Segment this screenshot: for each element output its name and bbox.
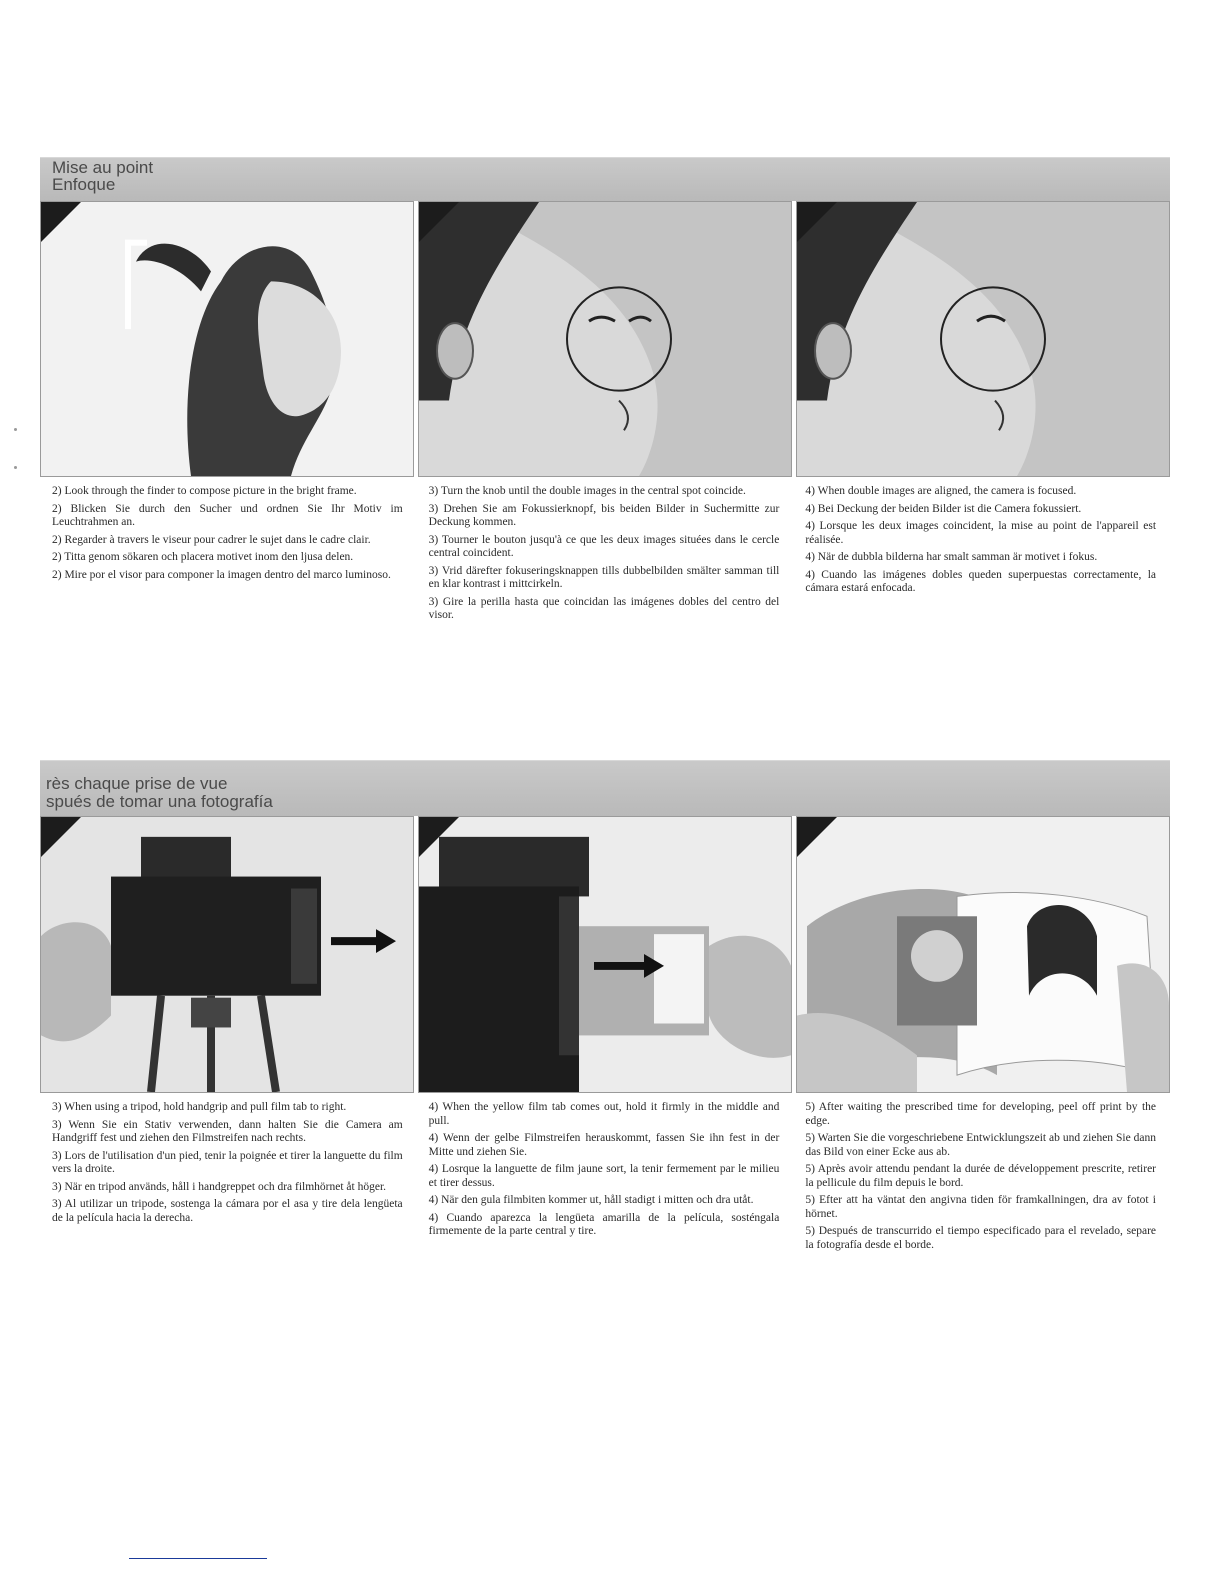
instruction-column-step-3 [429,485,780,627]
instruction-fr: 4) Losrque la languette de film jaune sort, la tenir fermement par le milieu et tirer dessus. [428,1163,780,1189]
instruction-de: 4) Bei Deckung der beiden Bilder ist die Camera fokussiert. [805,502,1082,515]
instruction-sv: 5) Efter att ha väntat den angivna tiden för framkallningen, dra av fotot i hörnet. [805,1194,1157,1220]
instruction-column-step-4 [429,1101,780,1256]
instruction-fr: 3) Lors de l'utilisation d'un pied, tenir la poignée et tirer la languette du film vers la droite. [52,1149,403,1175]
instruction-de: 4) Wenn der gelbe Filmstreifen herauskommt, fassen Sie ihn fest in der Mitte und ziehen Sie. [428,1132,780,1158]
margin-dot [14,428,17,431]
photo-row [40,201,1170,477]
instruction-de: 2) Blicken Sie durch den Sucher und ordnen Sie Ihr Motiv im Leuchtrahmen an. [52,502,403,528]
instruction-es: 3) Gire la perilla hasta que coincidan las imágenes dobles del centro del visor. [428,595,780,621]
section-title-es: spués de tomar una fotografía [46,792,273,811]
instruction-en: 2) Look through the finder to compose picture in the bright frame. [52,485,357,497]
instruction-de: 5) Warten Sie die vorgeschriebene Entwicklungszeit ab und ziehen Sie dann das Bild von einer Ecke aus ab. [805,1132,1157,1158]
photo-corner-mark [41,202,81,242]
instruction-column-step-4 [805,485,1156,627]
instruction-en: 3) When using a tripod, hold handgrip and pull film tab to right. [52,1101,347,1113]
instruction-sv: 4) När de dubbla bilderna har smalt samman är motivet i fokus. [805,551,1098,563]
photo-corner-mark [797,202,837,242]
photo-corner-mark [41,817,81,857]
instruction-en: 5) After waiting the prescribed time for developing, peel off print by the edge. [805,1101,1157,1127]
instruction-column-step-2 [52,485,403,627]
pull-film-middle-photo [418,816,792,1093]
instruction-columns [40,1093,1170,1256]
instruction-es: 2) Mire por el visor para componer la imagen dentro del marco luminoso. [52,568,391,581]
focus-section [40,157,1170,627]
instruction-sv: 4) När den gula filmbiten kommer ut, håll stadigt i mitten och dra utåt. [428,1194,754,1206]
instruction-de: 3) Drehen Sie am Fokussierknopf, bis beiden Bilder in Suchermitte zur Deckung kommen. [428,502,780,528]
instruction-es: 5) Después de transcurrido el tiempo especificado para el revelado, separe la fotografía desde el borde. [805,1225,1157,1251]
camera-tripod-pull-tab-photo [40,816,414,1093]
instruction-de: 3) Wenn Sie ein Stativ verwenden, dann halten Sie die Camera am Handgriff fest und ziehen den Filmstreifen nach rechts. [52,1118,403,1144]
footer-rule [129,1558,267,1559]
instruction-en: 4) When double images are aligned, the camera is focused. [805,485,1077,497]
instruction-column-step-3 [52,1101,403,1256]
instruction-columns [40,477,1170,627]
after-picture-section [40,760,1170,1256]
section-banner [40,157,1170,201]
instruction-en: 3) Turn the knob until the double images in the central spot coincide. [428,485,746,497]
instruction-fr: 3) Tourner le bouton jusqu'à ce que les deux images situées dans le cercle central coincident. [428,533,780,559]
double-image-focus-photo [418,201,792,477]
margin-dot [14,466,17,469]
peel-print-photo [796,816,1170,1093]
instruction-column-step-5 [805,1101,1156,1256]
instruction-fr: 4) Lorsque les deux images coincident, la mise au point de l'appareil est réalisée. [805,520,1157,546]
photo-row [40,816,1170,1093]
instruction-es: 3) Al utilizar un tripode, sostenga la cámara por el asa y tire dela lengüeta de la película hacia la derecha. [52,1198,403,1224]
instruction-es: 4) Cuando las imágenes dobles queden superpuestas correctamente, la cámara estará enfocada. [805,568,1157,594]
instruction-fr: 2) Regarder à travers le viseur pour cadrer le sujet dans le cadre clair. [52,533,371,546]
profile-framing-photo [40,201,414,477]
instruction-sv: 2) Titta genom sökaren och placera motivet inom den ljusa delen. [52,551,354,563]
focused-image-photo [796,201,1170,477]
instruction-sv: 3) Vrid därefter fokuseringsknappen tills dubbelbilden smälter samman till en klar kontrast i mittcirkeln. [428,564,780,590]
instruction-es: 4) Cuando aparezca la lengüeta amarilla de la película, sosténgala firmemente de la parte central y tire. [428,1211,780,1237]
section-title-es: Enfoque [52,175,116,194]
instruction-en: 4) When the yellow film tab comes out, hold it firmly in the middle and pull. [428,1101,780,1127]
photo-corner-mark [797,817,837,857]
instruction-fr: 5) Après avoir attendu pendant la durée de développement prescrite, retirer la pellicule du film depuis le bord. [805,1163,1157,1189]
section-title-fr: rès chaque prise de vue [46,774,228,793]
instruction-sv: 3) När en tripod används, håll i handgreppet och dra filmhörnet åt höger. [52,1180,387,1193]
section-title-fr: Mise au point [52,158,154,177]
photo-corner-mark [419,202,459,242]
photo-corner-mark [419,817,459,857]
section-banner [40,760,1170,816]
